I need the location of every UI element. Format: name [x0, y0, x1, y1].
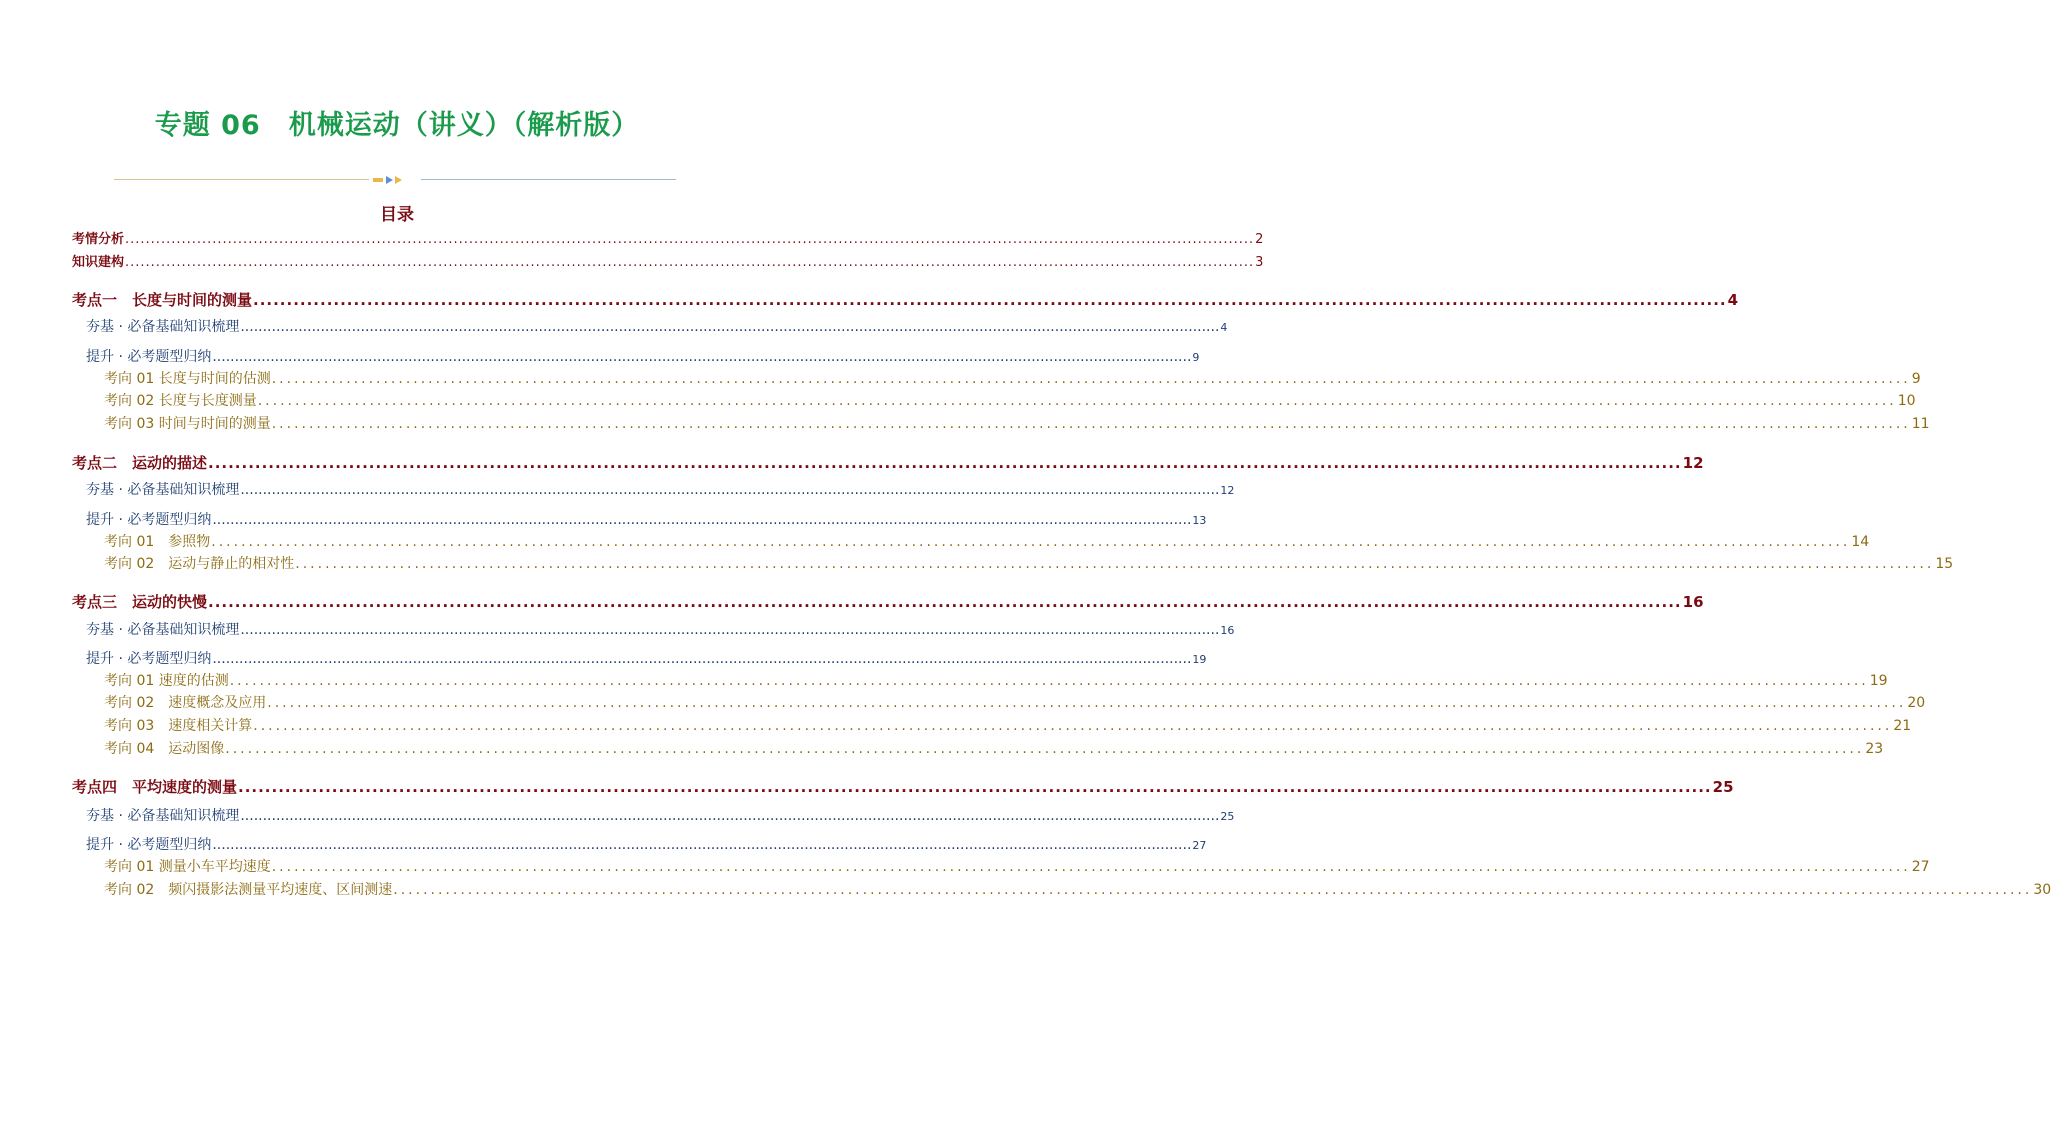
- toc-entry[interactable]: [86, 479, 1235, 499]
- toc-topic-entry[interactable]: [104, 856, 1930, 876]
- toc-leader-dots: ............................................................................................................................................................................................................................: [208, 454, 1682, 472]
- toc-leader-dots: ............................................................................................................................................................................................................................: [212, 651, 1192, 667]
- toc-leader-dots: ............................................................................................................................................................................................................................: [240, 808, 1220, 824]
- toc-leader-dots: ............................................................................................................................................................................................................................: [267, 695, 1907, 711]
- toc-topic-entry[interactable]: [104, 879, 2051, 899]
- toc-entry-page: 10: [1897, 393, 1916, 409]
- toc-entry[interactable]: [86, 346, 1200, 366]
- toc-entry-label: 考向 03 速度相关计算: [104, 718, 253, 734]
- divider-line-right: [421, 179, 676, 180]
- toc-entry[interactable]: [86, 805, 1235, 825]
- toc-leader-dots: ............................................................................................................................................................................................................................: [212, 837, 1192, 853]
- toc-entry-page: 27: [1911, 859, 1930, 875]
- toc-leader-dots: ............................................................................................................................................................................................................................: [271, 416, 1911, 432]
- toc-leader-dots: ............................................................................................................................................................................................................................: [240, 319, 1220, 335]
- title-divider: [114, 176, 676, 184]
- toc-entry-page: 13: [1192, 514, 1207, 527]
- toc-heading: 目录: [380, 205, 414, 225]
- toc-entry-page: 21: [1893, 718, 1912, 734]
- toc-entry-page: 19: [1869, 673, 1888, 689]
- toc-topic-entry[interactable]: [104, 692, 1926, 712]
- toc-section-entry[interactable]: [72, 776, 1734, 797]
- toc-leader-dots: ............................................................................................................................................................................................................................: [125, 255, 1255, 270]
- toc-section-entry[interactable]: [72, 591, 1704, 612]
- toc-leader-dots: ............................................................................................................................................................................................................................: [211, 534, 1851, 550]
- toc-entry-page: 25: [1220, 810, 1235, 823]
- toc-topic-entry[interactable]: [104, 368, 1921, 388]
- toc-leader-dots: ............................................................................................................................................................................................................................: [208, 593, 1682, 611]
- toc-entry-page: 12: [1220, 484, 1235, 497]
- toc-entry-page: 11: [1911, 416, 1930, 432]
- toc-topic-entry[interactable]: [104, 715, 1912, 735]
- document-title: 专题 06 机械运动（讲义）（解析版）: [154, 110, 640, 141]
- toc-leader-dots: ............................................................................................................................................................................................................................: [257, 393, 1897, 409]
- toc-entry-label: 考点二 运动的描述: [72, 454, 208, 472]
- toc-entry-page: 19: [1192, 653, 1207, 666]
- toc-leader-dots: ............................................................................................................................................................................................................................: [253, 291, 1727, 309]
- toc-entry-label: 考向 04 运动图像: [104, 741, 225, 757]
- toc-entry-label: 考点四 平均速度的测量: [72, 778, 238, 796]
- toc-entry-page: 16: [1682, 593, 1704, 611]
- toc-leader-dots: ............................................................................................................................................................................................................................: [240, 482, 1220, 498]
- toc-entry-page: 9: [1192, 351, 1200, 364]
- toc-entry-label: 提升 · 必考题型归纳: [86, 837, 212, 853]
- toc-entry-label: 提升 · 必考题型归纳: [86, 349, 212, 365]
- toc-entry[interactable]: [86, 509, 1207, 529]
- toc-entry-label: 考点三 运动的快慢: [72, 593, 208, 611]
- toc-leader-dots: ............................................................................................................................................................................................................................: [393, 882, 2033, 898]
- toc-entry-page: 30: [2033, 882, 2051, 898]
- toc-entry-page: 20: [1907, 695, 1926, 711]
- toc-entry-label: 考点一 长度与时间的测量: [72, 291, 253, 309]
- toc-entry-label: 考向 02 长度与长度测量: [104, 393, 257, 409]
- toc-leader-dots: ............................................................................................................................................................................................................................: [240, 622, 1220, 638]
- toc-entry-label: 考向 01 参照物: [104, 534, 211, 550]
- toc-entry-label: 夯基 · 必备基础知识梳理: [86, 482, 240, 498]
- toc-entry-label: 知识建构: [72, 255, 125, 270]
- toc-entry-page: 2: [1255, 232, 1264, 247]
- toc-leader-dots: ............................................................................................................................................................................................................................: [253, 718, 1893, 734]
- toc-entry-label: 考情分析: [72, 232, 125, 247]
- toc-entry-page: 15: [1935, 556, 1954, 572]
- toc-entry[interactable]: [86, 834, 1207, 854]
- toc-entry-label: 考向 01 测量小车平均速度: [104, 859, 271, 875]
- toc-entry-label: 考向 02 运动与静止的相对性: [104, 556, 295, 572]
- toc-entry-page: 12: [1682, 454, 1704, 472]
- toc-entry-label: 考向 01 长度与时间的估测: [104, 371, 271, 387]
- toc-entry-label: 考向 02 速度概念及应用: [104, 695, 267, 711]
- toc-topic-entry[interactable]: [104, 738, 1884, 758]
- toc-leader-dots: ............................................................................................................................................................................................................................: [212, 512, 1192, 528]
- toc-section-entry[interactable]: [72, 289, 1739, 310]
- toc-entry[interactable]: [72, 228, 1264, 247]
- divider-line-left: [114, 179, 369, 180]
- toc-section-entry[interactable]: [72, 452, 1704, 473]
- toc-leader-dots: ............................................................................................................................................................................................................................: [225, 741, 1865, 757]
- divider-ornament-icon: [373, 175, 417, 185]
- toc-entry-label: 提升 · 必考题型归纳: [86, 512, 212, 528]
- toc-entry-page: 4: [1220, 321, 1228, 334]
- toc-leader-dots: ............................................................................................................................................................................................................................: [212, 349, 1192, 365]
- toc-entry[interactable]: [86, 316, 1228, 336]
- toc-entry-page: 4: [1727, 291, 1739, 309]
- toc-topic-entry[interactable]: [104, 390, 1916, 410]
- toc-leader-dots: ............................................................................................................................................................................................................................: [295, 556, 1935, 572]
- toc-entry-page: 3: [1255, 255, 1264, 270]
- toc-topic-entry[interactable]: [104, 531, 1870, 551]
- toc-leader-dots: ............................................................................................................................................................................................................................: [238, 778, 1712, 796]
- toc-entry-page: 27: [1192, 839, 1207, 852]
- toc-entry-label: 夯基 · 必备基础知识梳理: [86, 808, 240, 824]
- toc-entry[interactable]: [86, 619, 1235, 639]
- toc-entry-page: 25: [1712, 778, 1734, 796]
- toc-entry-page: 16: [1220, 624, 1235, 637]
- toc-leader-dots: ............................................................................................................................................................................................................................: [271, 371, 1911, 387]
- toc-entry-label: 考向 01 速度的估测: [104, 673, 229, 689]
- toc-leader-dots: ............................................................................................................................................................................................................................: [271, 859, 1911, 875]
- toc-topic-entry[interactable]: [104, 413, 1930, 433]
- toc-entry-label: 提升 · 必考题型归纳: [86, 651, 212, 667]
- toc-leader-dots: ............................................................................................................................................................................................................................: [229, 673, 1869, 689]
- toc-entry-label: 考向 02 频闪摄影法测量平均速度、区间测速: [104, 882, 393, 898]
- toc-leader-dots: ............................................................................................................................................................................................................................: [125, 232, 1255, 247]
- toc-entry[interactable]: [86, 648, 1207, 668]
- toc-entry-page: 9: [1911, 371, 1921, 387]
- toc-topic-entry[interactable]: [104, 553, 1954, 573]
- toc-entry-label: 夯基 · 必备基础知识梳理: [86, 319, 240, 335]
- toc-entry-label: 考向 03 时间与时间的测量: [104, 416, 271, 432]
- toc-entry-label: 夯基 · 必备基础知识梳理: [86, 622, 240, 638]
- toc-topic-entry[interactable]: [104, 670, 1888, 690]
- toc-entry-page: 23: [1865, 741, 1884, 757]
- toc-entry[interactable]: [72, 251, 1264, 270]
- toc-entry-page: 14: [1851, 534, 1870, 550]
